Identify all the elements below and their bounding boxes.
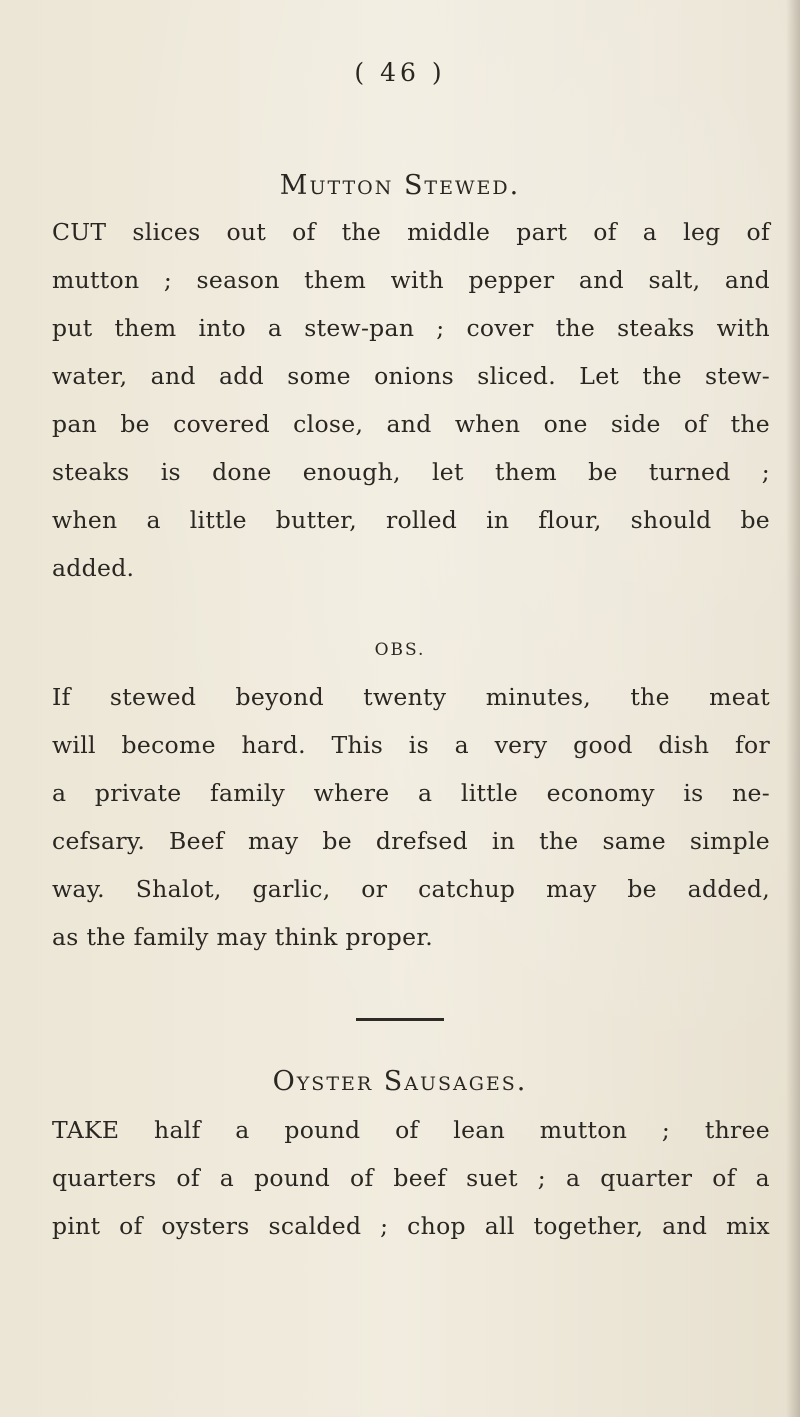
text-line: cefsary. Beef may be drefsed in the same simple xyxy=(52,827,770,855)
text-line: steaks is done enough, let them be turned ; xyxy=(52,458,770,486)
section-heading-mutton-stewed: Mutton Stewed. xyxy=(279,170,521,201)
text-line: will become hard. This is a very good dish for xyxy=(52,731,770,759)
text-line: when a little butter, rolled in flour, should be xyxy=(52,506,770,534)
text-line: pint of oysters scalded ; chop all together, and mix xyxy=(52,1212,770,1240)
recipe-paragraph-mutton-stewed xyxy=(52,208,770,592)
text-line: CUT slices out of the middle part of a leg of xyxy=(52,218,770,246)
recipe-paragraph-oyster-sausages xyxy=(52,1106,770,1250)
page-number: ( 46 ) xyxy=(354,58,446,87)
obs-paragraph xyxy=(52,673,770,961)
section-heading-oyster-sausages: Oyster Sausages. xyxy=(272,1066,528,1097)
text-line: way. Shalot, garlic, or catchup may be added, xyxy=(52,875,770,903)
page-edge-shadow xyxy=(786,0,800,1417)
text-line: a private family where a little economy is ne- xyxy=(52,779,770,807)
text-line: pan be covered close, and when one side of the xyxy=(52,410,770,438)
text-line: water, and add some onions sliced. Let the stew- xyxy=(52,362,770,390)
text-line: mutton ; season them with pepper and salt, and xyxy=(52,266,770,294)
text-line: TAKE half a pound of lean mutton ; three xyxy=(52,1116,770,1144)
text-line: as the family may think proper. xyxy=(52,923,434,951)
text-line: quarters of a pound of beef suet ; a quarter of a xyxy=(52,1164,770,1192)
section-divider-rule xyxy=(356,1018,444,1021)
obs-label: OBS. xyxy=(374,640,426,660)
text-line: put them into a stew-pan ; cover the steaks with xyxy=(52,314,770,342)
text-line: added. xyxy=(52,554,135,582)
text-line: If stewed beyond twenty minutes, the meat xyxy=(52,683,770,711)
